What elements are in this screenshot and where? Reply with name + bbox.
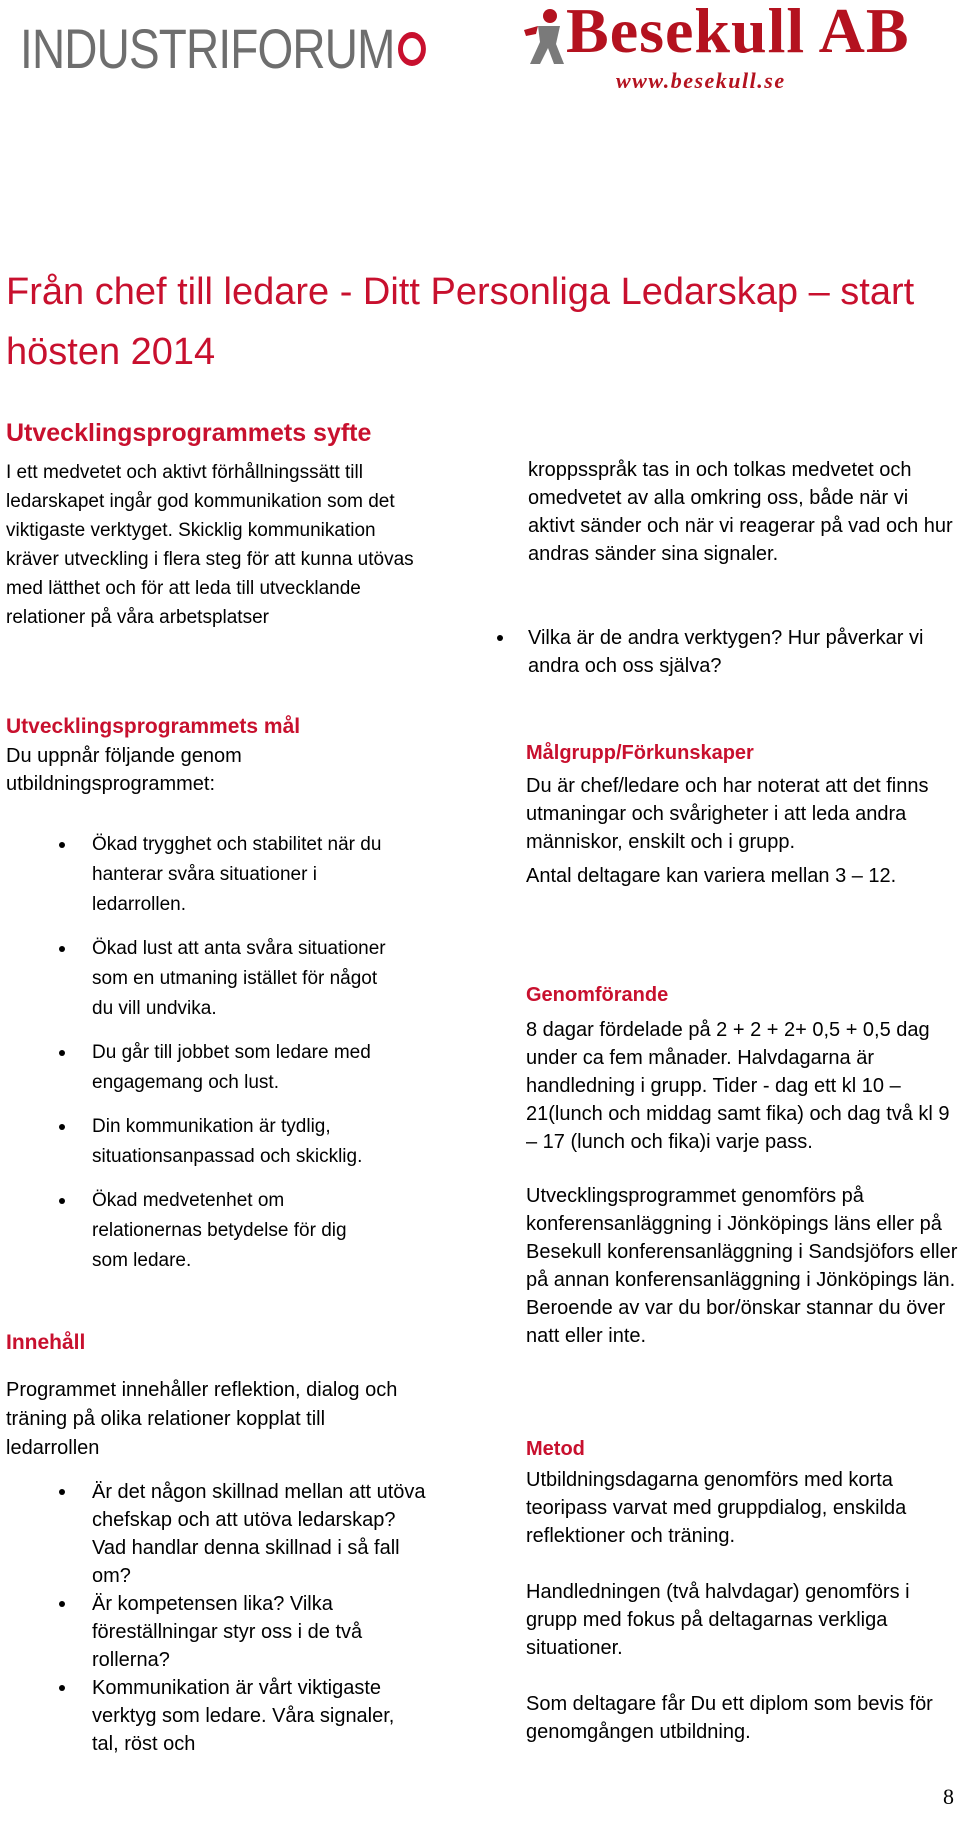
list-item: Är det någon skillnad mellan att utöva chefskap och att utöva ledarskap? Vad handlar denna skillnad i så fall om? bbox=[6, 1478, 426, 1590]
list-item: Du går till jobbet som ledare med engagemang och lust. bbox=[6, 1038, 386, 1098]
malgrupp-p2: Antal deltagare kan variera mellan 3 – 12. bbox=[526, 865, 897, 887]
besekull-logo-name: Besekull AB bbox=[566, 0, 910, 66]
genomforande-section bbox=[526, 980, 958, 1350]
malgrupp-heading: Målgrupp/Förkunskaper bbox=[526, 742, 754, 764]
mal-section bbox=[6, 712, 426, 798]
mal-list bbox=[6, 830, 386, 1290]
syfte-text: I ett medvetet och aktivt förhållningssätt till ledarskapet ingår god kommunikation som det viktigaste verktyget. Skicklig kommunikation kräver utveckling i flera steg för att kunna utövas med lätthet och för att leda till utvecklande relationer på våra arbetsplatser bbox=[6, 462, 414, 628]
syfte-heading: Utvecklingsprogrammets syfte bbox=[6, 419, 372, 447]
page-title: Från chef till ledare - Ditt Personliga Ledarskap – start hösten 2014 bbox=[6, 271, 915, 373]
industriforum-logo-text: INDUSTRIFORUM bbox=[20, 17, 395, 80]
genomforande-p2: Utvecklingsprogrammet genomförs på konferensanläggning i Jönköpings läns eller på Besekull konferensanläggning i Sandsjöfors eller på annan konferensanläggning i Jönköpings län. Beroende av var du bor/önskar stannar du över natt eller inte. bbox=[526, 1185, 958, 1347]
besekull-figure-icon bbox=[520, 8, 568, 68]
list-item: Vilka är de andra verktygen? Hur påverkar vi andra och oss själva? bbox=[444, 624, 958, 680]
metod-p2: Handledningen (två halvdagar) genomförs i grupp med fokus på deltagarnas verkliga situationer. bbox=[526, 1581, 910, 1659]
malgrupp-p1: Du är chef/ledare och har noterat att det finns utmaningar och svårigheter i att leda andra människor, enskilt och i grupp. bbox=[526, 775, 929, 853]
industriforum-logo-mark bbox=[398, 32, 426, 66]
genomforande-p1: 8 dagar fördelade på 2 + 2 + 2+ 0,5 + 0,5 dag under ca fem månader. Halvdagarna är handledning i grupp. Tider - dag ett kl 10 – 21(lunch och middag samt fika) och dag två kl 9 – 17 (lunch och fika)i varje pass. bbox=[526, 1019, 950, 1153]
innehall-text: Programmet innehåller reflektion, dialog och träning på olika relationer kopplat till ledarrollen bbox=[6, 1379, 398, 1459]
metod-heading: Metod bbox=[526, 1438, 585, 1460]
metod-p3: Som deltagare får Du ett diplom som bevis för genomgången utbildning. bbox=[526, 1693, 933, 1743]
mal-intro: Du uppnår följande genom utbildningsprogrammet: bbox=[6, 745, 242, 795]
industriforum-logo bbox=[20, 6, 395, 92]
list-item: Ökad trygghet och stabilitet när du hanterar svåra situationer i ledarrollen. bbox=[6, 830, 386, 920]
metod-section bbox=[526, 1434, 958, 1746]
besekull-logo-url: www.besekull.se bbox=[616, 68, 786, 93]
right-list bbox=[444, 624, 958, 680]
list-item: Är kompetensen lika? Vilka föreställningar styr oss i de två rollerna? bbox=[6, 1590, 426, 1674]
mal-heading: Utvecklingsprogrammets mål bbox=[6, 715, 301, 738]
list-item: Ökad medvetenhet om relationernas betydelse för dig som ledare. bbox=[6, 1186, 386, 1276]
continued-item-text: kroppsspråk tas in och tolkas medvetet och omedvetet av alla omkring oss, både när vi aktivt sänder och när vi reagerar på vad och hur andras sänder sina signaler. bbox=[528, 459, 953, 565]
genomforande-heading: Genomförande bbox=[526, 984, 669, 1006]
metod-p1: Utbildningsdagarna genomförs med korta teoripass varvat med gruppdialog, enskilda reflektioner och träning. bbox=[526, 1469, 907, 1547]
innehall-list bbox=[6, 1478, 426, 1758]
list-item: Kommunikation är vårt viktigaste verktyg som ledare. Våra signaler, tal, röst och bbox=[6, 1674, 426, 1758]
list-item: Din kommunikation är tydlig, situationsanpassad och skicklig. bbox=[6, 1112, 386, 1172]
list-item: Ökad lust att anta svåra situationer som en utmaning istället för något du vill undvika. bbox=[6, 934, 386, 1024]
syfte-section bbox=[6, 414, 426, 632]
malgrupp-section bbox=[526, 738, 958, 890]
innehall-heading: Innehåll bbox=[6, 1331, 86, 1354]
besekull-logo bbox=[520, 0, 960, 100]
page-number: 8 bbox=[943, 1784, 954, 1809]
right-continued-item bbox=[528, 456, 958, 568]
